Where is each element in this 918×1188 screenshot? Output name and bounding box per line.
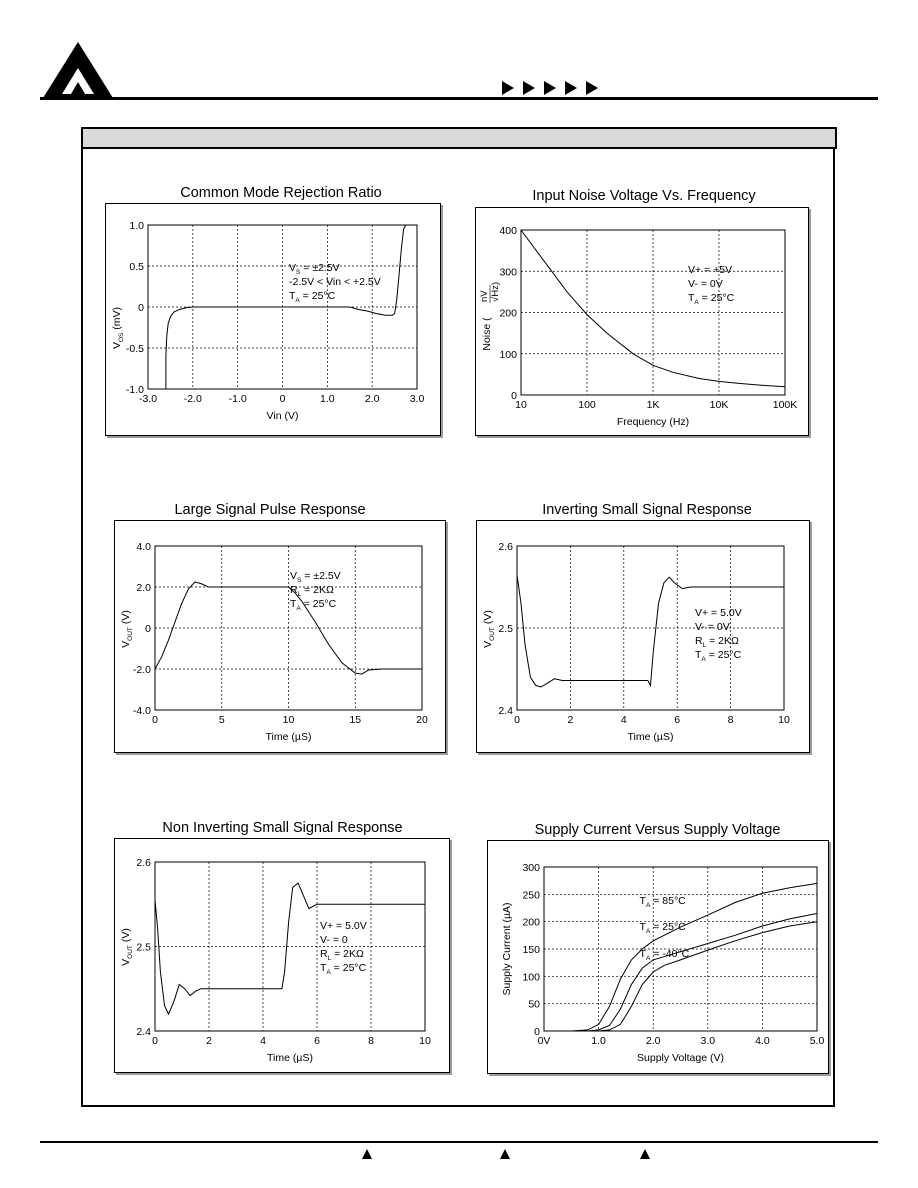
x-tick-label: 3.0 [700, 1035, 716, 1047]
y-tick-label: 2.5 [136, 941, 151, 954]
y-tick-label: 50 [528, 998, 540, 1011]
noninverting-chart [115, 839, 451, 1074]
y-axis-label-denominator: √Hz) [490, 282, 501, 302]
y-axis-label: $V_{OUT}$ (V) [482, 610, 496, 648]
y-tick-label: 400 [499, 225, 517, 237]
x-axis-label: Vin (V) [266, 410, 299, 422]
x-axis-label: Time (µS) [267, 1052, 313, 1064]
annotation-text: $V_S = \pm 2.5V$ [289, 262, 340, 276]
y-tick-label: 1.0 [129, 220, 144, 232]
noise-chart [476, 208, 810, 437]
x-tick-label: 10 [778, 714, 790, 726]
y-axis-label: $V_{OS}$ (mV) [111, 306, 125, 350]
chart-title: Non Inverting Small Signal Response [162, 820, 403, 836]
annotation-text: V- = 0 [320, 934, 348, 946]
triangle-icon [361, 1148, 373, 1160]
chart-title: Common Mode Rejection Ratio [180, 185, 382, 201]
y-tick-label: 0 [145, 623, 151, 635]
x-tick-label: 10 [419, 1035, 431, 1047]
x-tick-label: -1.0 [228, 393, 247, 405]
y-tick-label: 2.4 [498, 705, 513, 717]
x-tick-label: -3.0 [138, 393, 158, 405]
y-tick-label: 200 [522, 916, 540, 929]
y-axis-label: Supply Current (µA) [501, 902, 513, 996]
company-logo [40, 38, 126, 102]
y-tick-label: -1.0 [125, 384, 144, 396]
inverting-chart [477, 521, 811, 754]
annotation-text: $T_A = 25^\circ C$ [688, 292, 735, 306]
x-tick-label: 2.0 [645, 1035, 661, 1047]
y-tick-label: 300 [499, 266, 517, 279]
x-tick-label: 10K [709, 399, 729, 411]
chart-title: Large Signal Pulse Response [174, 502, 366, 518]
triangle-icon [639, 1148, 651, 1160]
annotation-text: V+ = +5V [688, 264, 733, 276]
x-tick-label: 0 [514, 714, 520, 726]
x-tick-label: 0V [537, 1035, 551, 1047]
y-axis-label-group [120, 928, 134, 966]
y-tick-label: 2.0 [136, 582, 151, 594]
x-tick-label: 5.0 [809, 1035, 825, 1047]
x-tick-label: 1.0 [591, 1035, 606, 1047]
x-tick-label: 4 [620, 714, 627, 726]
chart-panel [105, 203, 441, 436]
x-tick-label: 1.0 [320, 393, 335, 405]
y-axis-label-group [479, 282, 501, 351]
x-tick-label: 2.0 [364, 393, 380, 405]
y-tick-label: 2.4 [136, 1026, 151, 1038]
arrow-icon [523, 81, 535, 95]
y-tick-label: 150 [522, 944, 540, 956]
annotation-text: $T_A = 25^\circ C$ [289, 290, 336, 304]
triangle-icon [499, 1148, 511, 1160]
arrow-markers [500, 80, 610, 96]
chart-panel [475, 207, 809, 436]
x-tick-label: 10 [282, 714, 295, 726]
y-tick-label: 0 [138, 302, 144, 314]
x-tick-label: 100 [578, 399, 596, 411]
y-tick-label: 2.6 [136, 857, 151, 869]
annotation-text: $T_A = 25^\circ C$ [320, 962, 367, 976]
frame-header-bar [81, 127, 837, 149]
x-axis-label: Time (µS) [265, 731, 312, 743]
series-line [155, 883, 425, 1014]
y-tick-label: 2.6 [498, 541, 513, 553]
y-axis-label-group [111, 307, 125, 349]
curve-label: $T_A = 85^\circ C$ [639, 895, 686, 910]
x-tick-label: 20 [416, 714, 428, 726]
x-tick-label: 8 [368, 1035, 374, 1047]
y-tick-label: -2.0 [132, 664, 151, 676]
y-axis-label-numerator: nV [479, 290, 490, 302]
x-tick-label: 4 [260, 1035, 266, 1047]
y-axis-label-group [501, 903, 513, 996]
y-tick-label: -4.0 [132, 705, 151, 717]
y-tick-label: -0.5 [125, 343, 144, 355]
x-tick-label: 15 [349, 714, 362, 726]
x-tick-label: 5 [218, 714, 225, 726]
y-tick-label: 100 [499, 348, 517, 361]
chart-title: Supply Current Versus Supply Voltage [534, 822, 781, 838]
y-tick-label: 100 [522, 971, 540, 984]
x-axis-label: Time (µS) [627, 731, 674, 743]
curve-label: $T_A = 25^\circ C$ [639, 920, 686, 935]
y-axis-label-group [482, 610, 496, 648]
chart-panel [114, 520, 446, 753]
annotation-text: $T_A = 25^\circ C$ [290, 598, 337, 612]
chart-panel [476, 520, 810, 753]
x-tick-label: 2 [567, 714, 574, 726]
x-tick-label: 100K [772, 399, 798, 411]
arrow-icon [565, 81, 577, 95]
x-tick-label: 3.0 [409, 393, 425, 405]
cmrr-chart [106, 204, 442, 437]
x-tick-label: -2.0 [183, 393, 202, 405]
x-tick-label: 1K [646, 399, 660, 411]
x-tick-label: 6 [674, 714, 681, 726]
x-tick-label: 4.0 [755, 1035, 770, 1047]
x-tick-label: 8 [727, 714, 734, 726]
chart-title: Input Noise Voltage Vs. Frequency [532, 188, 756, 204]
x-tick-label: 0 [152, 1035, 158, 1047]
x-tick-label: 2 [206, 1035, 212, 1047]
y-tick-label: 0 [534, 1026, 540, 1038]
annotation-text: -2.5V < Vin < +2.5V [289, 276, 381, 288]
y-tick-label: 250 [522, 889, 540, 902]
annotation-text: $R_L = 2K\Omega$ [320, 948, 364, 962]
y-tick-label: 200 [499, 307, 517, 320]
x-tick-label: 6 [314, 1035, 320, 1047]
arrow-icon [586, 81, 598, 95]
annotation-text: $R_L = 2K\Omega$ [290, 584, 334, 598]
y-axis-label: Noise ( [481, 317, 493, 351]
y-tick-label: 0 [511, 390, 517, 402]
chart-panel [487, 840, 829, 1074]
y-axis-label: $V_{OUT}$ (V) [120, 610, 134, 648]
x-axis-label: Supply Voltage (V) [637, 1052, 724, 1064]
footer-rule [40, 1141, 878, 1143]
y-tick-label: 2.5 [498, 623, 513, 635]
x-tick-label: 0 [279, 393, 286, 405]
annotation-text: $T_A = 25^\circ C$ [695, 649, 742, 663]
annotation-text: V+ = 5.0V [695, 607, 742, 619]
curve-label: $T_A = -40^\circ C$ [639, 948, 690, 963]
arrow-icon [544, 81, 556, 95]
supply-current-chart [488, 841, 830, 1075]
pulse-chart [115, 521, 447, 754]
chart-title: Inverting Small Signal Response [542, 502, 752, 518]
annotation-text: V- = 0V [695, 621, 730, 633]
arrow-icon [502, 81, 514, 95]
y-axis-label: $V_{OUT}$ (V) [120, 928, 134, 966]
y-tick-label: 4.0 [136, 541, 151, 553]
annotation-text: V- = 0V [688, 278, 723, 290]
header-rule [40, 97, 878, 100]
y-tick-label: 300 [522, 862, 540, 874]
annotation-text: $R_L = 2K\Omega$ [695, 635, 739, 649]
chart-panel [114, 838, 450, 1073]
series-line [517, 575, 784, 687]
x-axis-label: Frequency (Hz) [616, 416, 690, 428]
x-tick-label: 10 [515, 399, 527, 411]
y-tick-label: 0.5 [129, 261, 144, 273]
x-tick-label: 0 [152, 714, 158, 726]
annotation-text: V+ = 5.0V [320, 920, 367, 932]
annotation-text: $V_S = \pm 2.5V$ [290, 570, 341, 584]
y-axis-label-group [120, 610, 134, 648]
